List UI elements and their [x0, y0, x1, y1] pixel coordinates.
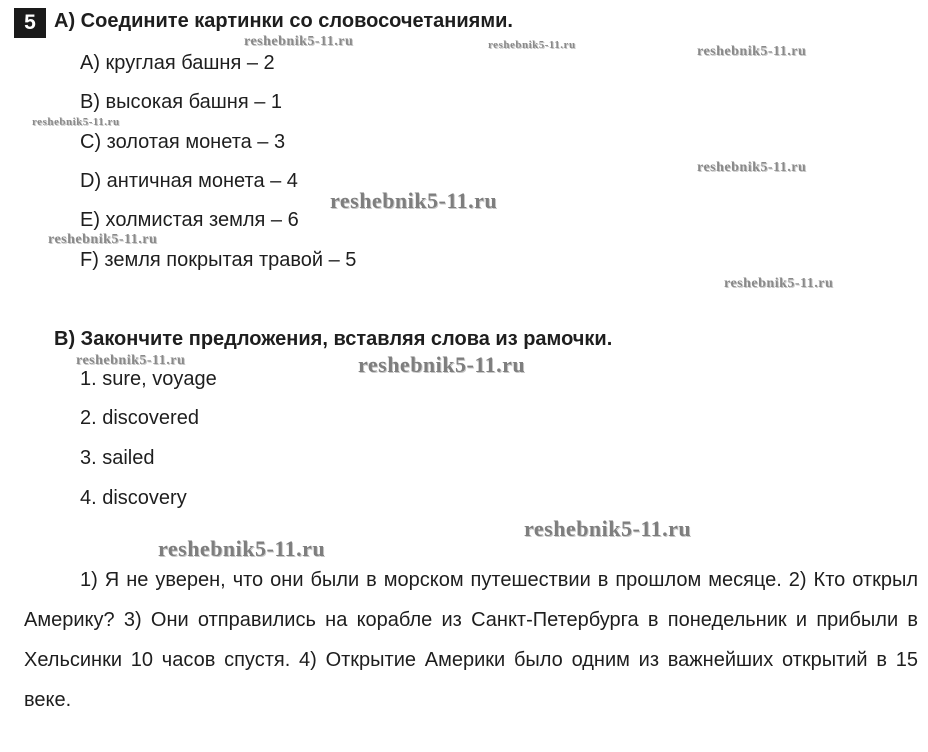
watermark-text: reshebnik5-11.ru — [330, 188, 498, 213]
part-b-item: 4. discovery — [80, 487, 187, 509]
part-a-item: F) земля покрытая травой – 5 — [80, 249, 357, 271]
part-b-item: 3. sailed — [80, 447, 155, 469]
watermark-text: reshebnik5-11.ru — [697, 44, 807, 59]
part-a-item: A) круглая башня – 2 — [80, 52, 275, 74]
part-b-item: 2. discovered — [80, 407, 199, 429]
watermark-text: reshebnik5-11.ru — [524, 516, 692, 541]
part-a-item: E) холмистая земля – 6 — [80, 209, 299, 231]
watermark-text: reshebnik5-11.ru — [358, 352, 526, 377]
watermark-text: reshebnik5-11.ru — [724, 276, 834, 291]
watermark-text: reshebnik5-11.ru — [48, 232, 158, 247]
exercise-number-badge: 5 — [14, 8, 46, 38]
watermark-text: reshebnik5-11.ru — [158, 536, 326, 561]
part-b-item: 1. sure, voyage — [80, 368, 217, 390]
watermark-text: reshebnik5-11.ru — [488, 39, 576, 51]
watermark-text: reshebnik5-11.ru — [32, 116, 120, 128]
part-a-item: C) золотая монета – 3 — [80, 131, 286, 153]
translation-paragraph: 1) Я не уверен, что они были в морском путешествии в прошлом месяце. 2) Кто открыл Америку? 3) Они отправились на корабле из Санкт-Петербурга в понедельник и прибыли в Хельсинки 10 часов спустя. 4) Открытие Америки было одним из важнейших открытий в 15 веке. — [24, 569, 918, 711]
part-a-item: D) античная монета – 4 — [80, 170, 298, 192]
part-a-heading: A) Соедините картинки со словосочетаниями. — [54, 10, 513, 32]
part-a-item: B) высокая башня – 1 — [80, 91, 283, 113]
part-b-heading: B) Закончите предложения, вставляя слова из рамочки. — [54, 328, 613, 350]
watermark-text: reshebnik5-11.ru — [697, 160, 807, 175]
watermark-text: reshebnik5-11.ru — [76, 353, 186, 368]
watermark-text: reshebnik5-11.ru — [244, 34, 354, 49]
